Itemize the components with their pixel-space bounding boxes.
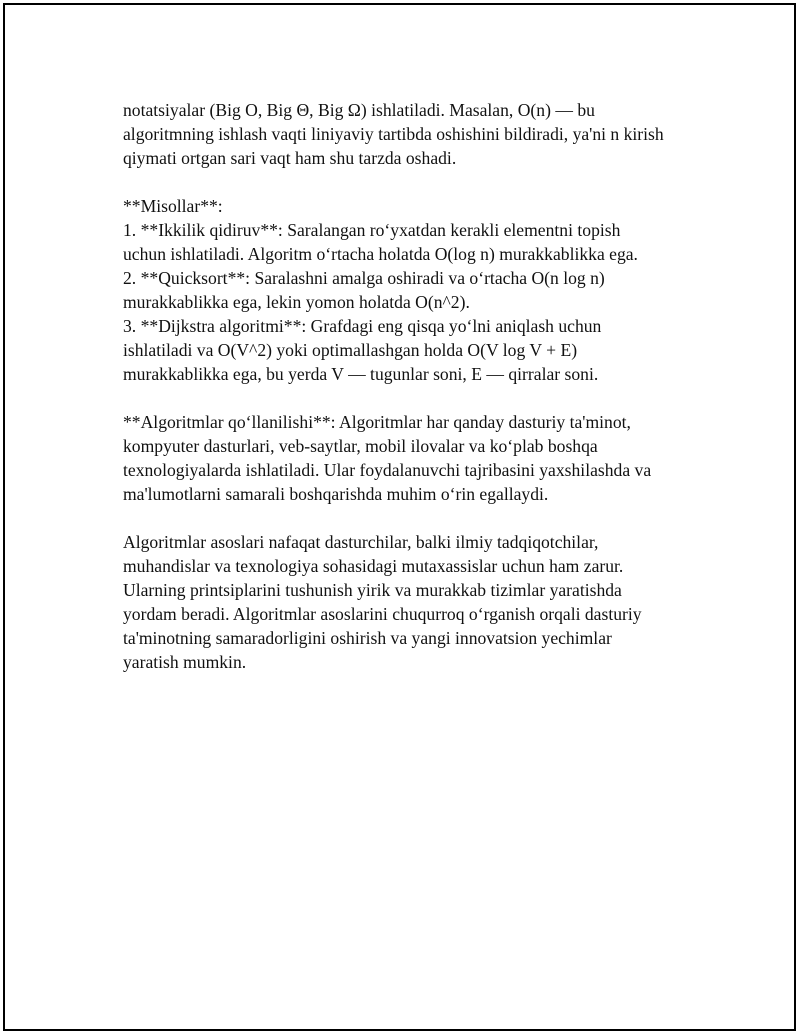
paragraph-complexity-notation: notatsiyalar (Big O, Big Θ, Big Ω) ishlatiladi. Masalan, O(n) — bu algoritmning ishlash vaqti liniyaviy tartibda oshishini bildiradi, ya'ni n kirish qiymati ortgan sari vaqt ham shu tarzda oshadi.: [123, 100, 664, 168]
document-body: [123, 98, 703, 674]
paragraph-examples: **Misollar**: 1. **Ikkilik qidiruv**: Saralangan roʻyxatdan kerakli elementni topish uchun ishlatiladi. Algoritm oʻrtacha holatda O(log n) murakkablikka ega. 2. **Quicksort**: Saralashni amalga oshiradi va oʻrtacha O(n log n) murakkablikka ega, lekin yomon holatda O(n^2). 3. **Dijkstra algoritmi**: Grafdagi eng qisqa yoʻlni aniqlash uchun ishlatiladi va O(V^2) yoki optimallashgan holda O(V log V + E) murakkablikka ega, bu yerda V — tugunlar soni, E — qirralar soni.: [123, 196, 638, 384]
paragraph-applications: **Algoritmlar qoʻllanilishi**: Algoritmlar har qanday dasturiy ta'minot, kompyuter dasturlari, veb-saytlar, mobil ilovalar va koʻplab boshqa texnologiyalarda ishlatiladi. Ular foydalanuvchi tajribasini yaxshilashda va ma'lumotlarni samarali boshqarishda muhim oʻrin egallaydi.: [123, 412, 652, 504]
page-frame: [3, 3, 796, 1031]
paragraph-conclusion: Algoritmlar asoslari nafaqat dasturchilar, balki ilmiy tadqiqotchilar, muhandislar va texnologiya sohasidagi mutaxassislar uchun ham zarur. Ularning printsiplarini tushunish yirik va murakkab tizimlar yaratishda yordam beradi. Algoritmlar asoslarini chuqurroq oʻrganish orqali dasturiy ta'minotning samaradorligini oshirish va yangi innovatsion yechimlar yaratish mumkin.: [123, 532, 642, 672]
